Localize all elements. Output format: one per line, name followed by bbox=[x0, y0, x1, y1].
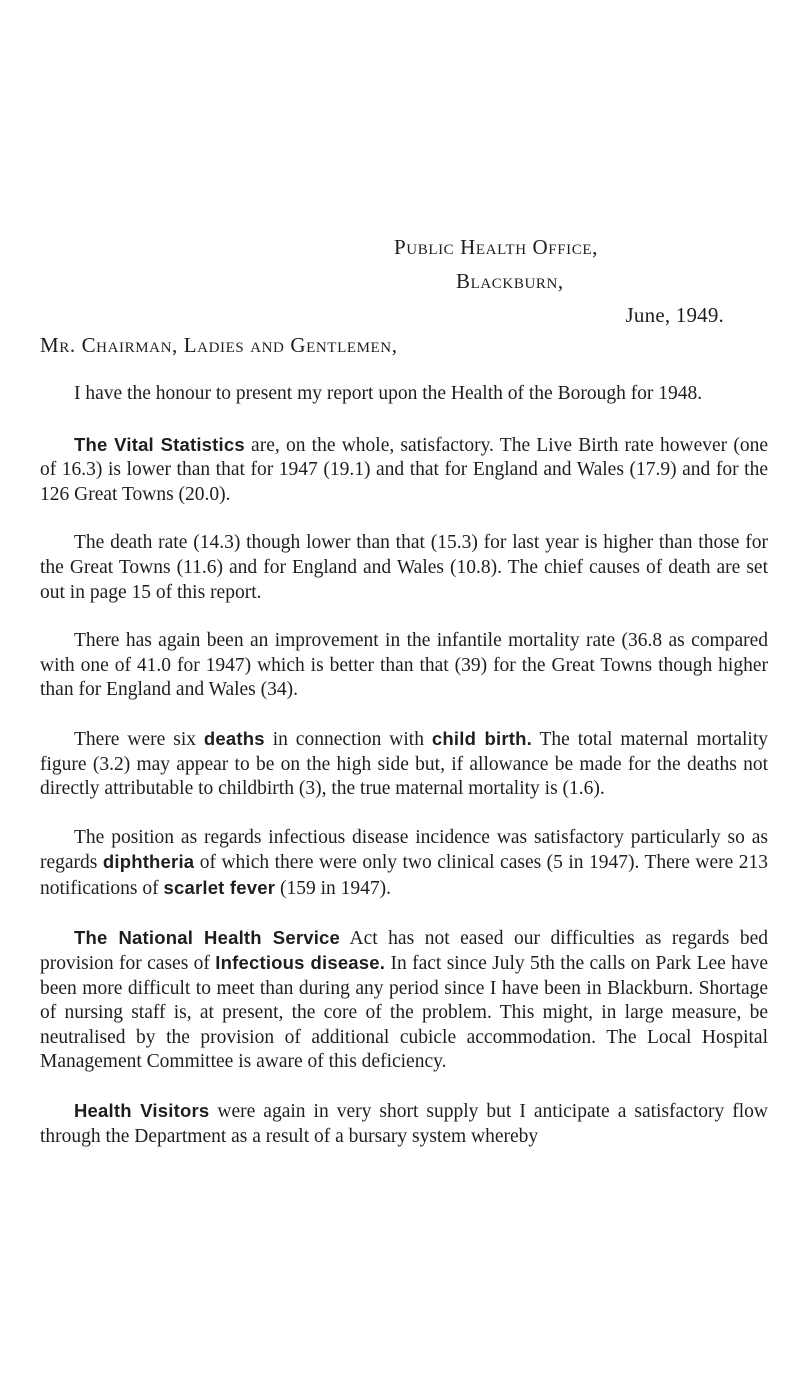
address-office: Public Health Office, bbox=[394, 235, 598, 259]
heading-national-health-service: The National Health Service bbox=[74, 926, 341, 948]
keyword-deaths: deaths bbox=[203, 727, 265, 749]
keyword-diphtheria: diphtheria bbox=[102, 851, 195, 873]
paragraph-national-health-service bbox=[40, 926, 768, 1076]
paragraph-text: The death rate (14.3) though lower than that (15.3) for last year is higher than those for the Great Towns (11.6) and for England and Wales (10.8). The chief causes of death are set out in page 15 of this report. bbox=[40, 532, 768, 603]
paragraph-text: The total maternal mortality figure (3.2) may appear to be on the high side but, if allowance be made for the deaths not directly attributable to childbirth (3), the true maternal mortality is (1.6). bbox=[40, 728, 768, 800]
paragraph-text: Act has not eased our difficulties as regards bed provision for cases of bbox=[40, 927, 768, 975]
paragraph-text: In fact since July 5th the calls on Park Lee have been more difficult to meet than during any period since I have been in Blackburn. Shortage of nursing staff is, at present, the core of the problem. This might, in large measure, be neutralised by the provision of additional cubicle accommodation. The Local Hospital Management Committee is aware of this deficiency. bbox=[40, 953, 768, 1073]
paragraph-death-rate bbox=[40, 531, 768, 605]
paragraph-text: are, on the whole, satisfactory. The Live Birth rate however (one of 16.3) is lower than that for 1947 (19.1) and that for England and Wales (17.9) and for the 126 Great Towns (20.0). bbox=[40, 434, 768, 505]
paragraph-text: There were six bbox=[74, 728, 204, 750]
paragraph-infectious-disease bbox=[40, 826, 768, 902]
paragraph-intro-text: I have the honour to present my report upon the Health of the Borough for 1948. bbox=[74, 383, 703, 404]
keyword-infectious-disease: Infectious disease. bbox=[215, 952, 386, 974]
report-body bbox=[40, 382, 768, 1173]
keyword-child-birth: child birth. bbox=[431, 727, 532, 749]
paragraph-text: were again in very short supply but I anticipate a satisfactory flow through the Department as a result of a bursary system whereby bbox=[40, 1101, 769, 1147]
paragraph-maternal-mortality bbox=[40, 727, 768, 802]
keyword-scarlet-fever: scarlet fever bbox=[163, 876, 276, 898]
address-date: June, 1949. bbox=[625, 303, 724, 327]
address-town: Blackburn, bbox=[456, 269, 564, 293]
paragraph-infantile-mortality bbox=[40, 629, 768, 703]
heading-health-visitors: Health Visitors bbox=[74, 1100, 210, 1122]
paragraph-intro bbox=[40, 382, 768, 407]
sender-address bbox=[394, 230, 724, 332]
paragraph-text: of which there were only two clinical cases (5 in 1947). There were 213 notifications of bbox=[40, 852, 769, 899]
paragraph-vital-statistics bbox=[40, 433, 768, 508]
paragraph-text: in connection with bbox=[264, 728, 432, 750]
paragraph-text: There has again been an improvement in the infantile mortality rate (36.8 as compared with one of 41.0 for 1947) which is better than that (39) for the Great Towns though higher than for England and Wales (34). bbox=[40, 630, 768, 701]
paragraph-health-visitors bbox=[40, 1099, 768, 1149]
salutation: Mr. Chairman, Ladies and Gentlemen, bbox=[40, 333, 398, 357]
paragraph-text: (159 in 1947). bbox=[275, 877, 392, 899]
heading-vital-statistics: The Vital Statistics bbox=[74, 433, 245, 455]
paragraph-text: The position as regards infectious disease incidence was satisfactory particularly so as regards bbox=[40, 826, 768, 874]
